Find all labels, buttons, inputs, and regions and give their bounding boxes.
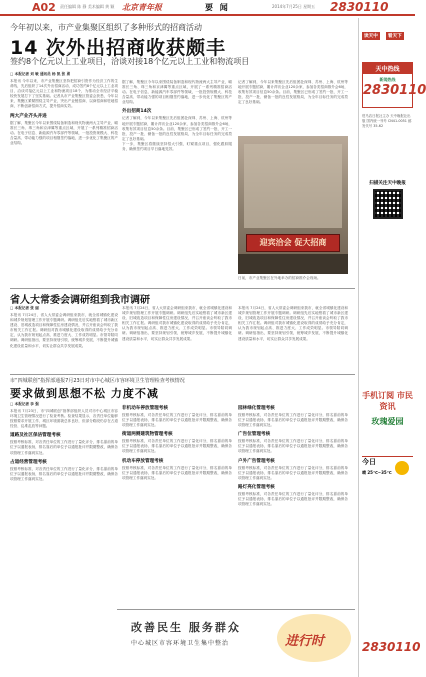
lead-body-2: 据了解，集聚区今年以来围绕装备制造和现代物流两大主导产业，瞄准长三角、珠三角和京津冀等重点区域，开展了一系列精准招商活动。在电子信息、新能源汽车零部件等领域，一批投资规模大、科技含量高、带动能力强的项目相继签约落地，进一步优化了集聚区的产业结构。 — [10, 120, 118, 145]
editor-info: 责任编辑 陈 静 美术编辑 黄 颖 — [60, 4, 115, 9]
hotline-subtitle: 新闻热线 — [379, 77, 396, 82]
lead-column-2 — [122, 80, 232, 152]
third-col-text-7: 按照考核标准，对各责任单位的工作进行了量化评分，排名靠前的单位予以通报表扬，排名靠后的单位予以通报批评并限期整改，确保各项管理工作落到实处。 — [238, 439, 348, 454]
lead-headline: 14 次外出招商收获颇丰 — [10, 37, 227, 59]
weather-temp: 晴 25℃~35℃ — [362, 470, 392, 475]
third-subtitle-6: 园林绿化管理考核 — [238, 406, 275, 411]
second-body: 本报讯 7月24日，省人大常委会调研组来我市，就全省城镇化建设和城乡规划管理工作开展专题调研。调研组先后实地察看了城市新区建设、旧城改造项目和保障性住房建设情况，并召开座谈会听取了我市相关工作汇报。调研组对我市城镇化建设取得的成绩给予充分肯定，认为我市规划起点高、推进力度大、工作成效明显。市领导陪同调研。调研组指出，要坚持规划引领，统筹城乡发展，不断提升城镇化建设质量和水平，切实让群众共享发展成果。 — [10, 313, 118, 348]
second-column-3 — [238, 306, 348, 372]
third-subtitle-9: 路灯亮化管理考核 — [238, 484, 275, 490]
event-photo — [238, 136, 348, 274]
third-headline: 要求做到思想不松 力度不减 — [10, 387, 159, 400]
photo-banner — [246, 234, 340, 252]
lead-body-3b: 记者了解到，今年以来集聚区先后组团赴深圳、苏州、上海、杭州等地开展专题招商，累计拜访企业120余家，参加各类招商推介会6场，收集有效项目信息50余条。目前，集聚区已形成了签约一批、开工一批、投产一批、储备一批的良性发展格局，为全年目标任务的完成奠定了良好基础。 — [238, 80, 348, 105]
promo-rose: 玫瑰爱园 — [371, 417, 404, 426]
section-divider — [10, 288, 355, 289]
third-subtitle-5: 机动车停放管理考核 — [122, 458, 164, 464]
section-divider-2 — [10, 374, 355, 375]
lead-body-3: 记者了解到，今年以来集聚区先后组团赴深圳、苏州、上海、杭州等地开展专题招商，累计拜访企业120余家，参加各类招商推介会6场，收集有效项目信息50余条。目前，集聚区已形成了签约一批、开工一批、投产一批、储备一批的良性发展格局，为全年目标任务的完成奠定了良好基础。 — [122, 116, 232, 141]
lead-body-2b: 据了解，集聚区今年以来围绕装备制造和现代物流两大主导产业，瞄准长三角、珠三角和京津冀等重点区域，开展了一系列精准招商活动。在电子信息、新能源汽车零部件等领域，一批投资规模大、科技含量高、带动能力强的项目相继签约落地，进一步优化了集聚区的产业结构。 — [122, 80, 232, 105]
rail-tabs — [362, 22, 413, 44]
lead-subhead: 签约8个亿元以上工业项目，洽谈对接18个亿元以上工业和物流项目 — [10, 57, 250, 66]
lead-byline: □ 本报记者 刘 敏 通讯员 杨 凯 张 勇 — [10, 72, 71, 76]
hotline-box — [362, 62, 426, 108]
promo-mobile: 手机订阅 市民资讯 — [362, 391, 413, 411]
lead-subtitle-1: 两大产业齐头并进 — [10, 113, 47, 119]
newspaper-brand: 北京青年报 — [122, 2, 162, 12]
hotline-title: 天中热线 — [363, 63, 412, 74]
third-col-text-1: 按照考核标准，对各责任单位的工作进行了量化评分，排名靠前的单位予以通报表扬，排名靠后的单位予以通报批评并限期整改，确保各项管理工作落到实处。 — [10, 440, 118, 455]
lead-body-1: 本报讯 今年以来，市产业集聚区坚持把招商引资作为经济工作的生命线，先后组织了14次外出招商活动，成功签约8个亿元以上工业项目，洽谈对接亿元以上工业和物流项目18个，为推动全市经济平稳较快发展打下了坚实基础。记者从市产业集聚区管委会获悉，今年以来，集聚区紧紧围绕主导产业，突出产业链招商、以商招商和驻地招商，不断创新招商方式，提升招商实效。 — [10, 79, 118, 109]
campaign-mark-text: 进行时 — [285, 634, 325, 649]
third-subtitle-2: 占道经营管理考核 — [10, 459, 47, 465]
second-column-2 — [122, 306, 232, 372]
promo-block — [362, 390, 413, 448]
third-column-3 — [238, 402, 348, 607]
rail-bottom-logo — [362, 640, 421, 674]
third-body: 本报讯 7月23日，市“四城联创”指挥部组织人员对市中心城区市容环境卫生管理情况进行了检查考核。检查结果显示，各责任单位能够按照要求开展工作，城区环境面貌总体良好，但部分路段仍存在占道经营、乱堆乱放等问题。 — [10, 409, 118, 429]
lead-column-1 — [10, 72, 118, 146]
qr-code-icon — [373, 189, 403, 219]
lead-column-3 — [238, 80, 348, 134]
campaign-banner — [117, 609, 355, 669]
third-col-text-5: 按照考核标准，对各责任单位的工作进行了量化评分，排名靠前的单位予以通报表扬，排名靠后的单位予以通报批评并限期整改，确保各项管理工作落到实处。 — [122, 465, 232, 480]
third-subtitle-7: 广告位管理考核 — [238, 432, 271, 438]
campaign-slogan: 改善民生 服务群众 — [131, 621, 241, 634]
third-col-text-3: 按照考核标准，对各责任单位的工作进行了量化评分，排名靠前的单位予以通报表扬，排名靠后的单位予以通报批评并限期整改，确保各项管理工作落到实处。 — [122, 413, 232, 428]
second-body-c: 本报讯 7月24日，省人大常委会调研组来我市，就全省城镇化建设和城乡规划管理工作开展专题调研。调研组先后实地察看了城市新区建设、旧城改造项目和保障性住房建设情况，并召开座谈会听取了我市相关工作汇报。调研组对我市城镇化建设取得的成绩给予充分肯定，认为我市规划起点高、推进力度大、工作成效明显。市领导陪同调研。调研组指出，要坚持规划引领，统筹城乡发展，不断提升城镇化建设质量和水平，切实让群众共享发展成果。 — [238, 306, 348, 341]
third-col-text-8: 按照考核标准，对各责任单位的工作进行了量化评分，排名靠前的单位予以通报表扬，排名靠后的单位予以通报批评并限期整改，确保各项管理工作落到实处。 — [238, 465, 348, 480]
third-column-2 — [122, 402, 232, 607]
third-col-text-9: 按照考核标准，对各责任单位的工作进行了量化评分，排名靠前的单位予以通报表扬，排名靠后的单位予以通报批评并限期整改，确保各项管理工作落到实处。 — [238, 491, 348, 507]
rail-tab-world: 看天下 — [387, 34, 402, 39]
third-column-1 — [10, 402, 118, 667]
lead-subtitle-2: 外出招商14次 — [122, 109, 152, 115]
second-column-1 — [10, 306, 118, 372]
issue-date: 2014年7月25日 星期五 — [272, 4, 316, 9]
third-subtitle-8: 户外广告管理考核 — [238, 458, 275, 464]
photo-banner-text: 迎宾洽会 促大招商 — [259, 238, 327, 247]
third-subtitle-3: 非机动车停放管理考核 — [122, 406, 168, 411]
masthead — [0, 0, 415, 16]
third-byline: □ 本报记者 李 强 — [10, 402, 39, 406]
third-kicker: 市“四城联创”指挥部通报7月23日对市中心城区市容环境卫生管理检查考核情况 — [10, 378, 185, 384]
second-byline: □ 本报记者 张 丽 — [10, 306, 39, 310]
photo-hall-backdrop — [244, 144, 342, 228]
third-col-text-2: 按照考核标准，对各责任单位的工作进行了量化评分，排名靠前的单位予以通报表扬，排名靠后的单位予以通报批评并限期整改，确保各项管理工作落到实处。 — [10, 466, 118, 481]
second-headline: 省人大常委会调研组到我市调研 — [10, 295, 150, 306]
section-title: 要 闻 — [205, 3, 230, 12]
lead-body-4: 下一步，集聚区将继续坚持招大引强，盯紧重点项目，强化跟踪服务，确保签约项目早日落地见效。 — [122, 141, 232, 152]
weather-box — [362, 456, 413, 520]
qr-label: 扫描关注天中晚报 — [369, 181, 406, 186]
publisher-info: 驻马店日报社主办 天中晚报社出版 国内统一刊号 CN41-0051 邮发代号 35-62 — [362, 114, 412, 128]
sun-icon — [395, 461, 409, 475]
photo-crowd — [238, 254, 348, 274]
lead-kicker: 今年初以来，市产业集聚区组织了多种形式的招商活动 — [10, 23, 202, 32]
rail-tab-read: 读天中 — [364, 34, 378, 39]
second-body-b: 本报讯 7月24日，省人大常委会调研组来我市，就全省城镇化建设和城乡规划管理工作开展专题调研。调研组先后实地察看了城市新区建设、旧城改造项目和保障性住房建设情况，并召开座谈会听取了我市相关工作汇报。调研组对我市城镇化建设取得的成绩给予充分肯定，认为我市规划起点高、推进力度大、工作成效明显。市领导陪同调研。调研组指出，要坚持规划引领，统筹城乡发展，不断提升城镇化建设质量和水平，切实让群众共享发展成果。 — [122, 306, 232, 341]
rail-bottom-number: 2830110 — [362, 640, 421, 654]
weather-title: 今日 — [362, 458, 376, 466]
qr-block — [362, 178, 413, 248]
third-col-text-4: 按照考核标准，对各责任单位的工作进行了量化评分，排名靠前的单位予以通报表扬，排名靠后的单位予以通报批评并限期整改，确保各项管理工作落到实处。 — [122, 439, 232, 454]
third-subtitle-1: 道路及社区保洁管理考核 — [10, 433, 61, 439]
third-subtitle-4: 街道两侧建筑物管理考核 — [122, 432, 173, 438]
campaign-subline: 中心城区市容环境卫生集中整治 — [131, 640, 230, 647]
page-number: A02 — [32, 1, 56, 14]
hotline-number: 2830110 — [363, 83, 426, 98]
campaign-mark — [277, 614, 351, 662]
hotline-logo: 2830110 — [330, 0, 389, 14]
third-col-text-6: 按照考核标准，对各责任单位的工作进行了量化评分，排名靠前的单位予以通报表扬，排名靠后的单位予以通报批评并限期整改，确保各项管理工作落到实处。 — [238, 413, 348, 428]
photo-caption: 日前，市产业集聚区在外地举办的招商推介会现场。 — [238, 276, 321, 280]
right-rail — [358, 18, 426, 677]
